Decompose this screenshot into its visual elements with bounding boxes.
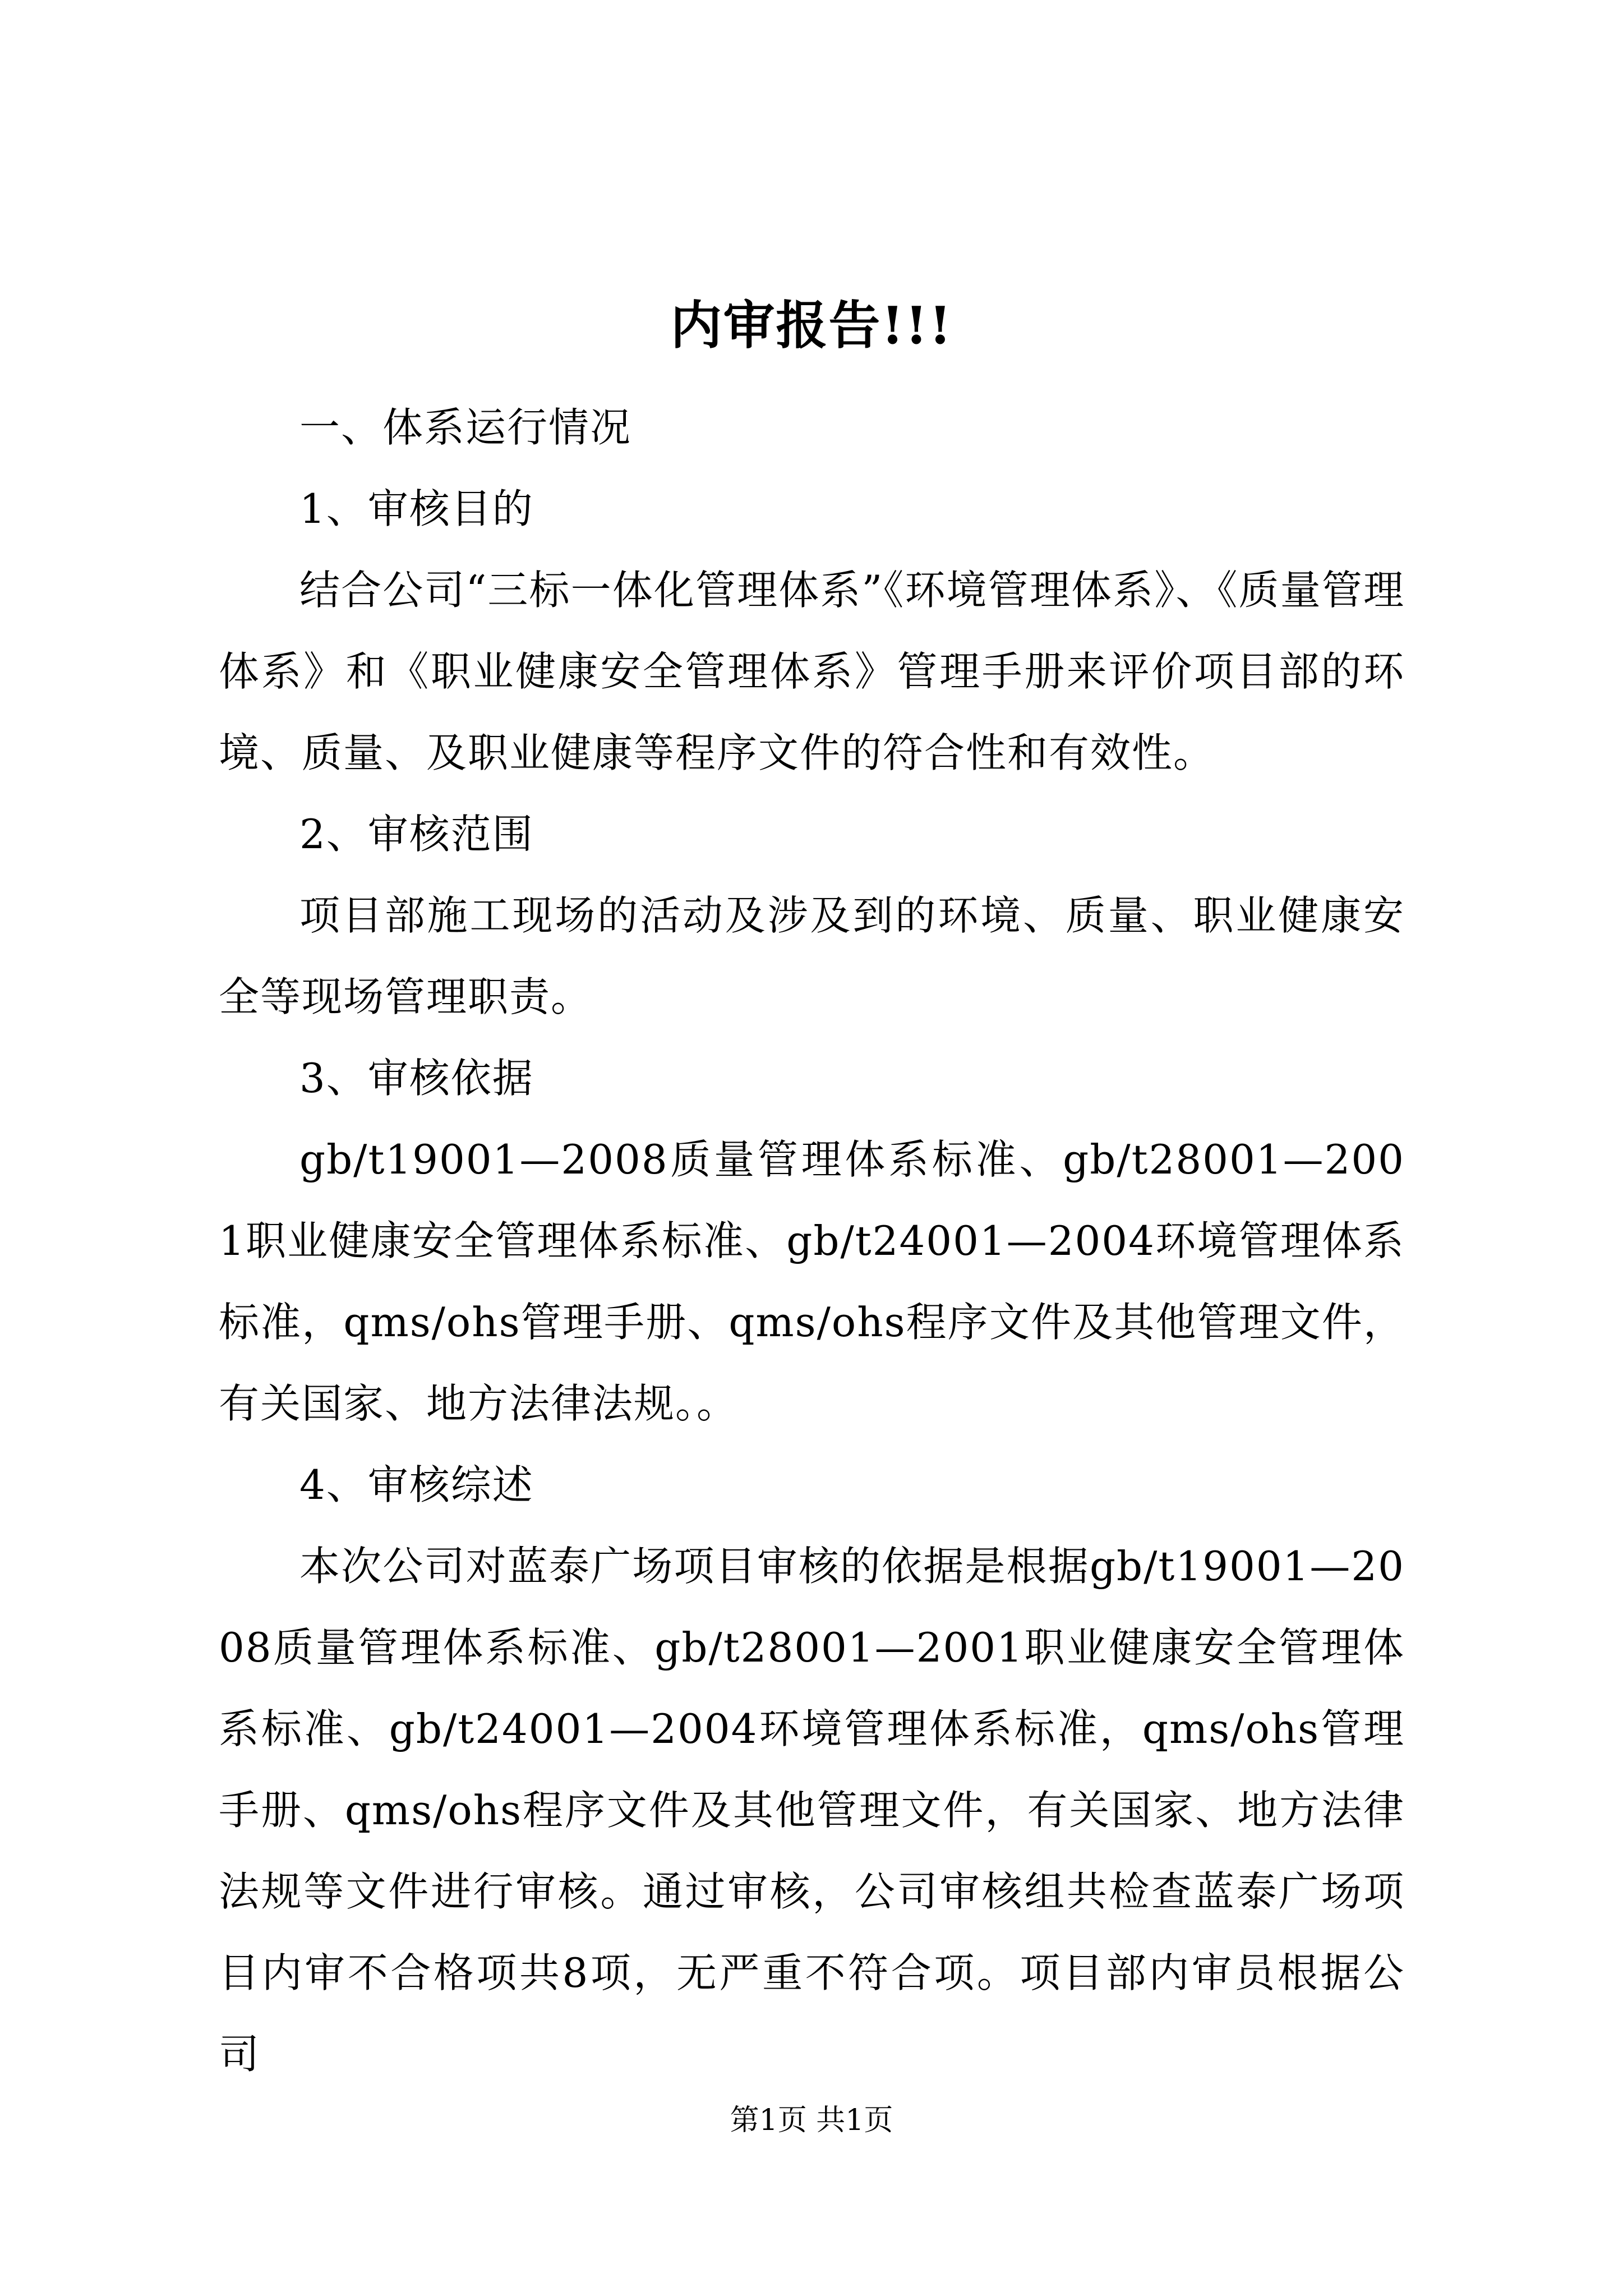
paragraph-audit-scope: 项目部施工现场的活动及涉及到的环境、质量、职业健康安全等现场管理职责。 [219,892,1405,1020]
paragraph-audit-purpose: 结合公司“三标一体化管理体系”《环境管理体系》、《质量管理体系》和《职业健康安全管理体系》管理手册来评价项目部的环境、质量、及职业健康等程序文件的符合性和有效性。 [219,567,1405,776]
section-heading-system-operation: 一、体系运行情况 [299,404,632,451]
subheading-audit-purpose: 1、审核目的 [299,485,534,532]
document-body [219,387,1405,2095]
subheading-audit-scope: 2、审核范围 [299,811,534,858]
document-title: 内审报告!!! [670,295,953,356]
paragraph-audit-basis: gb/t19001—2008质量管理体系标准、gb/t28001—2001职业健康安全管理体系标准、gb/t24001—2004环境管理体系标准，qms/ohs管理手册、qms/ohs程序文件及其他管理文件，有关国家、地方法律法规。。 [219,1136,1405,1427]
paragraph-audit-summary: 本次公司对蓝泰广场项目审核的依据是根据gb/t19001—2008质量管理体系标准、gb/t28001—2001职业健康安全管理体系标准、gb/t24001—2004环境管理体系标准，qms/ohs管理手册、qms/ohs程序文件及其他管理文件，有关国家、地方法律法规等文件进行审核。通过审核，公司审核组共检查蓝泰广场项目内审不合格项共8项，无严重不符合项。项目部内审员根据公司 [219,1543,1405,2078]
subheading-audit-basis: 3、审核依据 [299,1055,534,1102]
subheading-audit-summary: 4、审核综述 [299,1461,534,1508]
page-footer: 第1页 共1页 [730,2104,893,2137]
